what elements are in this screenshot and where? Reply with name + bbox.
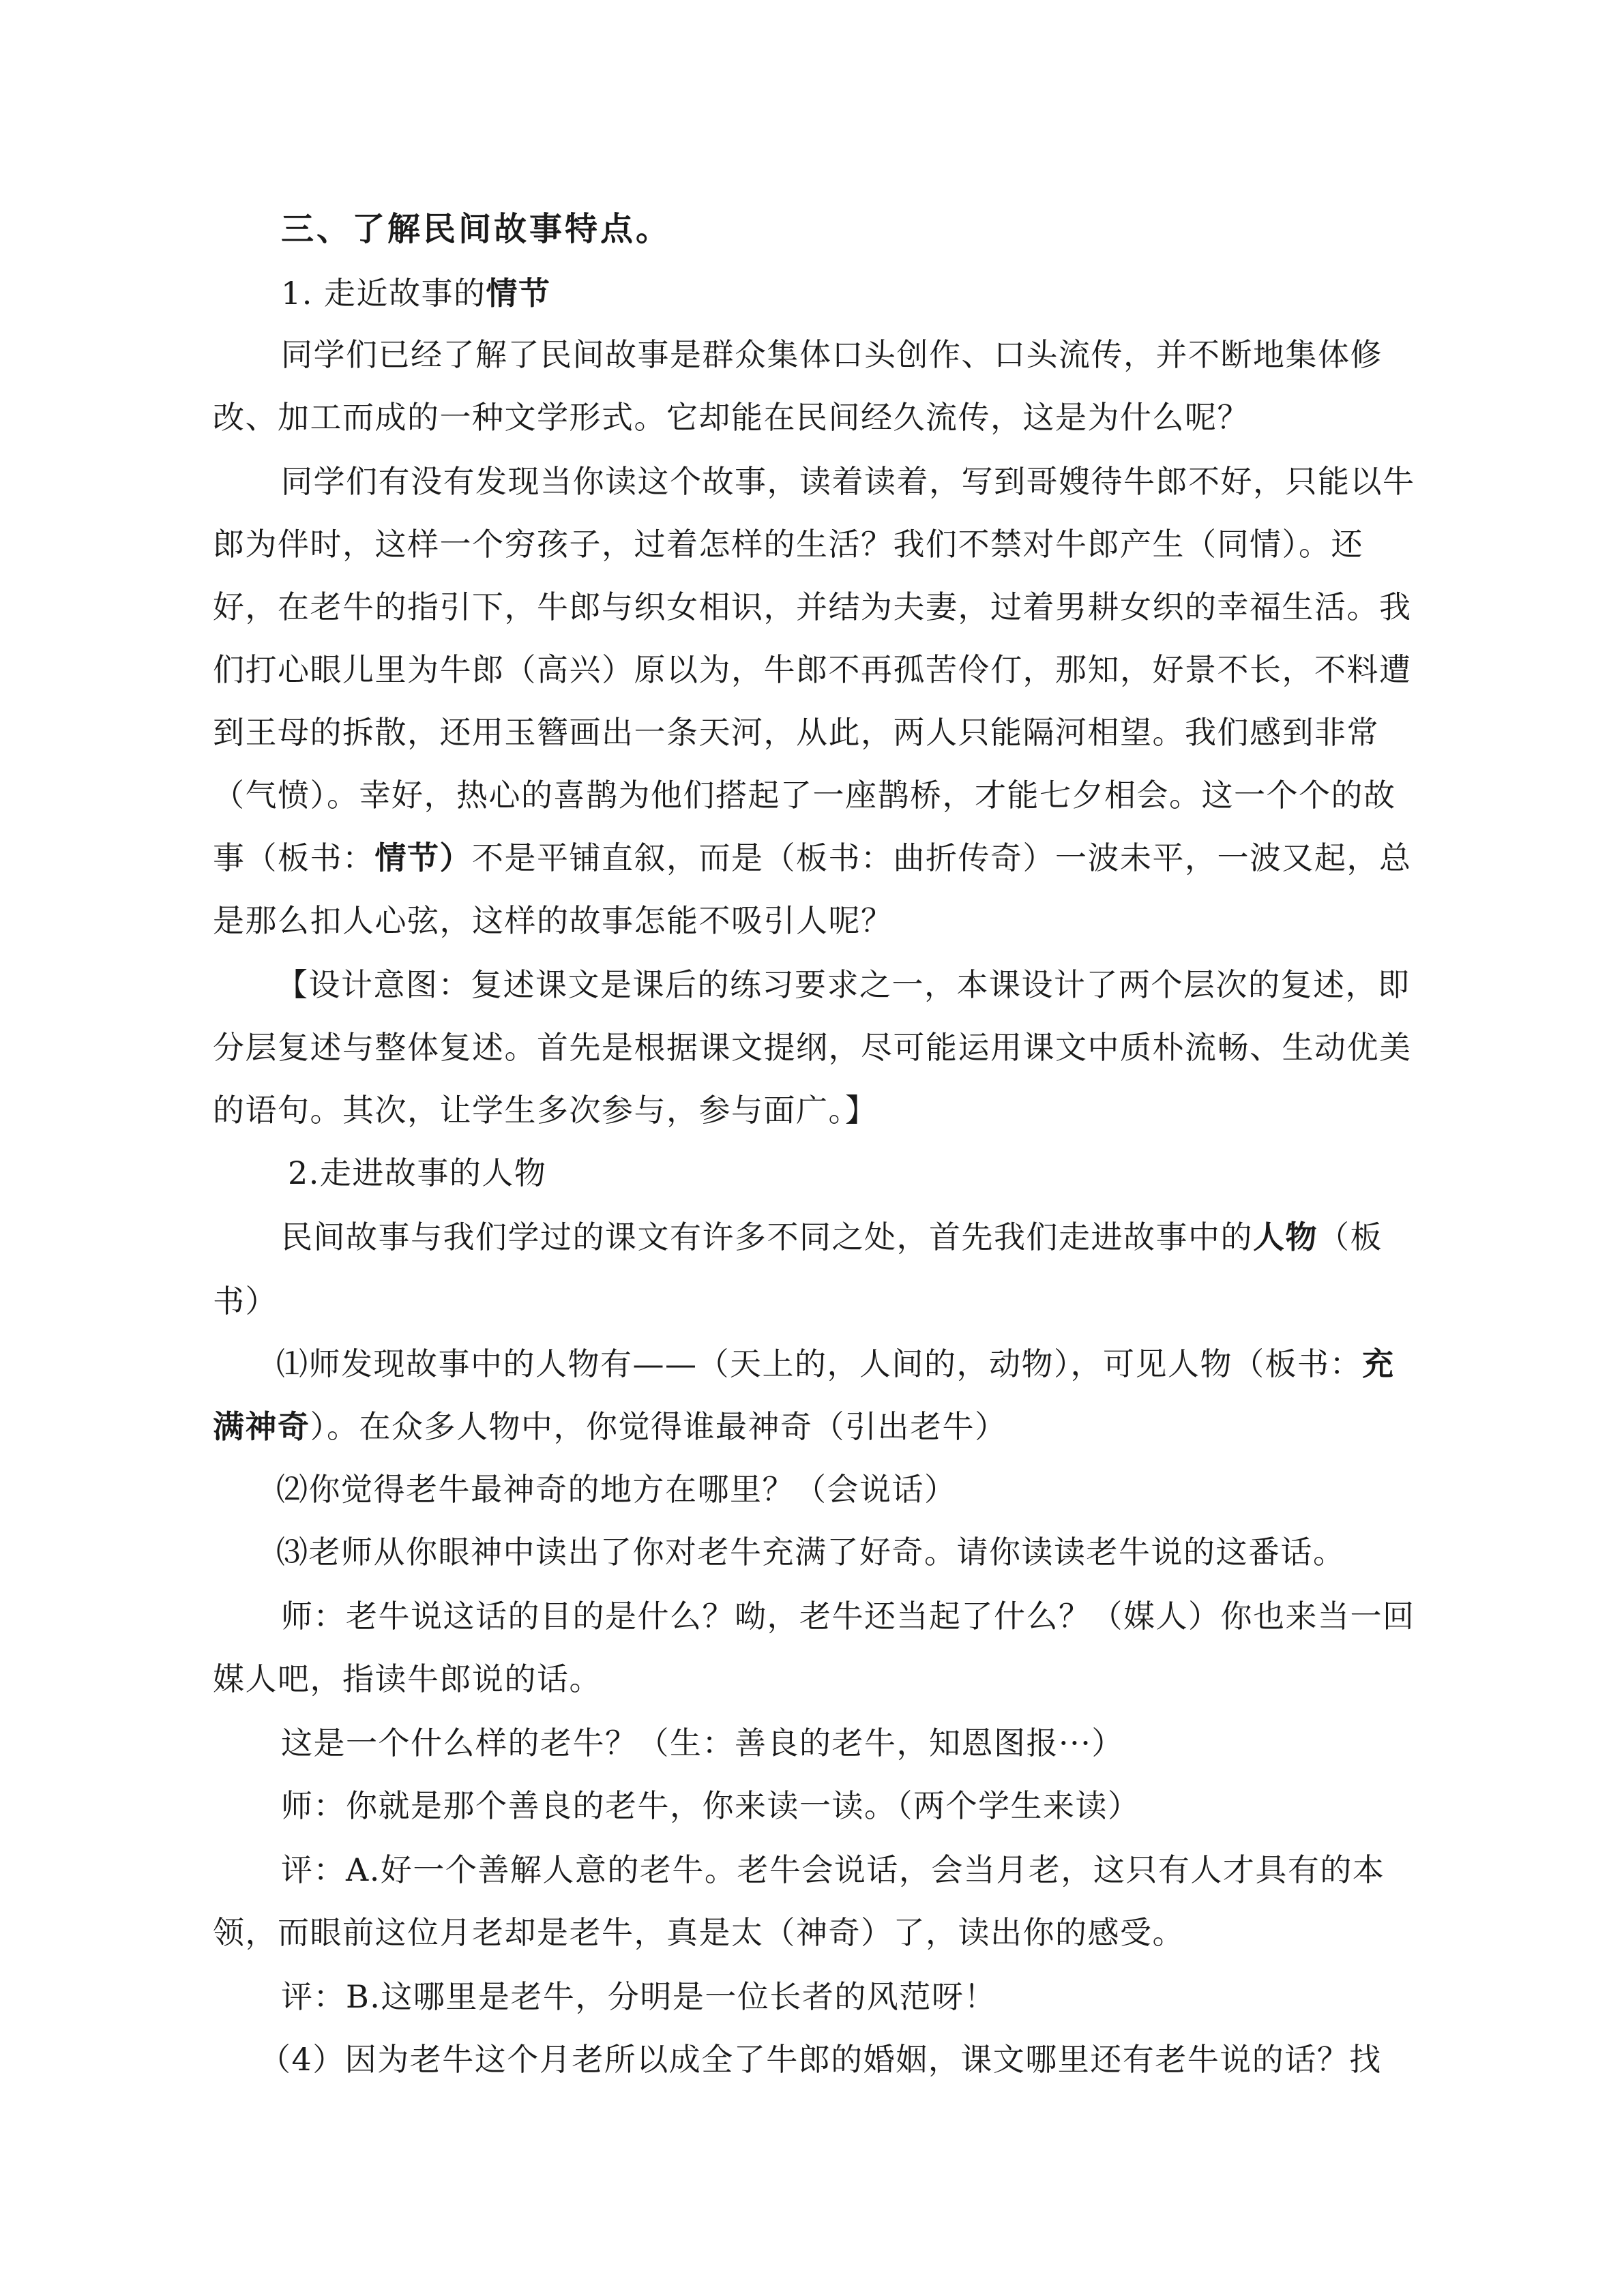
section-heading: 三、了解民间故事特点。 (281, 210, 672, 248)
paragraph-1-line: 同学们已经了解了民间故事是群众集体口头创作、口头流传，并不断地集体修 (281, 336, 1383, 373)
subheading-plot-text: 1. 走近故事的 (281, 275, 486, 312)
dialogue-line: 师：你就是那个善良的老牛，你来读一读。（两个学生来读） (281, 1787, 1140, 1824)
subheading-characters: 2.走进故事的人物 (288, 1154, 547, 1191)
question-1-line (213, 1406, 1007, 1447)
paragraph-2-line: 是那么扣人心弦，这样的故事怎能不吸引人呢？ (213, 902, 894, 939)
design-note-line: 【设计意图：复述课文是课后的练习要求之一，本课设计了两个层次的复述，即 (276, 966, 1411, 1003)
paragraph-1-line: 改、加工而成的一种文学形式。它却能在民间经久流传，这是为什么呢？ (213, 399, 1250, 436)
question-3: ⑶老师从你眼神中读出了你对老牛充满了好奇。请你读读老牛说的这番话。 (276, 1534, 1346, 1570)
dialogue-line: 这是一个什么样的老牛？（生：善良的老牛，知恩图报···） (281, 1725, 1124, 1761)
characters-bold: 人物 (1253, 1219, 1318, 1255)
text-span: 不是平铺直叙，而是（板书：曲折传奇）一波未平，一波又起，总 (472, 839, 1412, 876)
design-note-line: 的语句。其次，让学生多次参与，参与面广。】 (213, 1092, 878, 1129)
paragraph-2-line (213, 837, 1412, 878)
paragraph-3-line (281, 1217, 1383, 1257)
text-span: ）。在众多人物中，你觉得谁最神奇（引出老牛） (310, 1408, 1007, 1445)
text-span: （板 (1318, 1219, 1383, 1255)
paragraph-3-line: 书） (213, 1283, 278, 1320)
board-note-bold: 情节） (374, 839, 472, 876)
question-4-line: （4）因为老牛这个月老所以成全了牛郎的婚姻，课文哪里还有老牛说的话？找 (259, 2041, 1382, 2078)
subheading-plot (281, 273, 551, 314)
evaluation-a-line: 评：A.好一个善解人意的老牛。老牛会说话，会当月老，这只有人才具有的本 (281, 1851, 1385, 1888)
text-span: 民间故事与我们学过的课文有许多不同之处，首先我们走进故事中的 (281, 1219, 1253, 1255)
evaluation-b: 评：B.这哪里是老牛，分明是一位长者的风范呀！ (281, 1978, 996, 2015)
paragraph-2-line: 好，在老牛的指引下，牛郎与织女相识，并结为夫妻，过着男耕女织的幸福生活。我 (213, 588, 1412, 625)
board-note-bold: 充 (1362, 1345, 1395, 1382)
paragraph-2-line: 到王母的拆散，还用玉簪画出一条天河，从此，两人只能隔河相望。我们感到非常 (213, 714, 1379, 751)
design-note-line: 分层复述与整体复述。首先是根据课文提纲，尽可能运用课文中质朴流畅、生动优美 (213, 1029, 1412, 1066)
subheading-plot-bold: 情节 (486, 275, 551, 312)
evaluation-a-line: 领，而眼前这位月老却是老牛，真是太（神奇）了，读出你的感受。 (213, 1914, 1185, 1951)
paragraph-2-line: 们打心眼儿里为牛郎（高兴）原以为，牛郎不再孤苦伶仃，那知，好景不长，不料遭 (213, 651, 1412, 688)
teacher-line: 师：老牛说这话的目的是什么？呦，老牛还当起了什么？（媒人）你也来当一回 (281, 1598, 1415, 1635)
text-span: 事（板书： (213, 839, 375, 876)
paragraph-2-line: 同学们有没有发现当你读这个故事，读着读着，写到哥嫂待牛郎不好，只能以牛 (281, 463, 1415, 500)
board-note-bold: 满神奇 (213, 1408, 310, 1445)
paragraph-2-line: 郎为伴时，这样一个穷孩子，过着怎样的生活？我们不禁对牛郎产生（同情）。还 (213, 526, 1363, 563)
text-span: ⑴师发现故事中的人物有——（天上的，人间的，动物），可见人物（板书： (276, 1345, 1362, 1382)
teacher-line: 媒人吧，指读牛郎说的话。 (213, 1660, 602, 1697)
question-2: ⑵你觉得老牛最神奇的地方在哪里？（会说话） (276, 1471, 957, 1508)
question-1-line (276, 1343, 1395, 1384)
paragraph-2-line: （气愤）。幸好，热心的喜鹊为他们搭起了一座鹊桥，才能七夕相会。这一个个的故 (213, 777, 1396, 814)
